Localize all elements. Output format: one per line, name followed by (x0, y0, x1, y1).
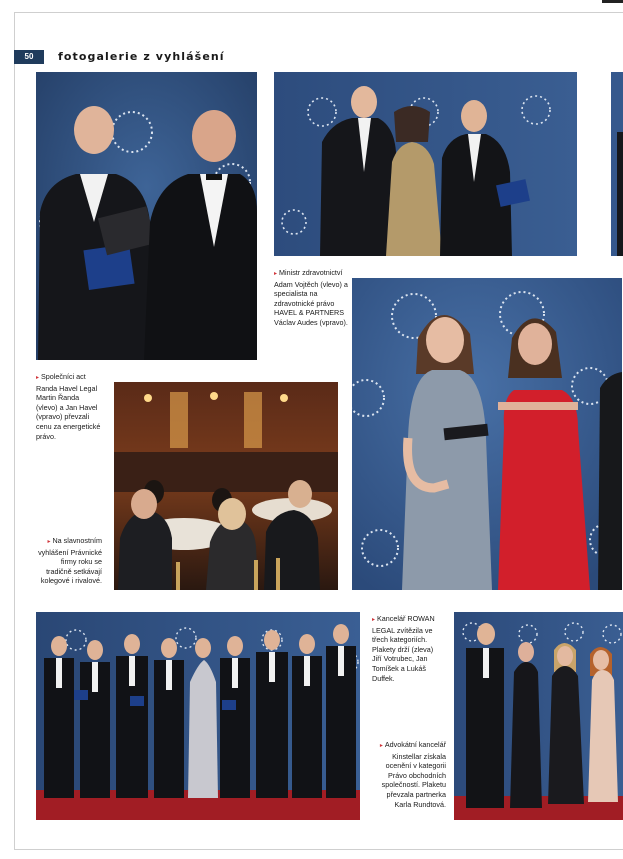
photo-rowan-legal-group (36, 612, 360, 820)
caption-randa-havel (36, 372, 102, 441)
caption-arrow-icon: ▸ (274, 271, 278, 277)
caption-arrow-icon: ▸ (372, 617, 376, 623)
photo-award-vojtech-audes (274, 72, 577, 256)
section-title: fotogalerie z vyhlášení (58, 50, 225, 63)
caption-text: Na slavnostním vyhlášení Právnické firmy roku se tradičně setkávají kolegové i rivalové. (38, 536, 102, 586)
caption-text: Ministr zdravotnictví Adam Vojtěch (vlevo) a specialista na zdravotnické právo HAVEL & PARTNERS Václav Audes (vpravo). (274, 268, 348, 327)
corner-mark (602, 0, 623, 3)
caption-text: Společníci act Randa Havel Legal Martin Řanda (vlevo) a Jan Havel (vpravo) převzali cenu za energetické právo. (36, 372, 101, 441)
photo-award-randa-havel (36, 72, 257, 360)
caption-banquet (36, 536, 102, 586)
caption-vojtech-audes (274, 268, 356, 328)
page-number: 50 (14, 50, 44, 64)
caption-text: Advokátní kancelář Kinstellar získala ocenění v kategorii Právo obchodních společností. Plaketu převzala partnerka Karla Rundtová. (381, 740, 446, 809)
caption-text: Kancelář ROWAN LEGAL zvítězila ve třech kategoriích. Plakety drží (zleva) Jiří Votrubec, Jan Tomíšek a Lukáš Duffek. (372, 614, 435, 683)
caption-kinstellar (370, 740, 446, 809)
photo-kinstellar-group (454, 612, 623, 820)
photo-edge-sliver-top (611, 72, 623, 256)
caption-rowan-legal (372, 614, 444, 683)
caption-arrow-icon: ▸ (379, 743, 383, 749)
photo-two-women (352, 278, 622, 590)
caption-arrow-icon: ▸ (47, 539, 51, 545)
photo-banquet-hall (114, 382, 338, 590)
caption-arrow-icon: ▸ (36, 375, 40, 381)
